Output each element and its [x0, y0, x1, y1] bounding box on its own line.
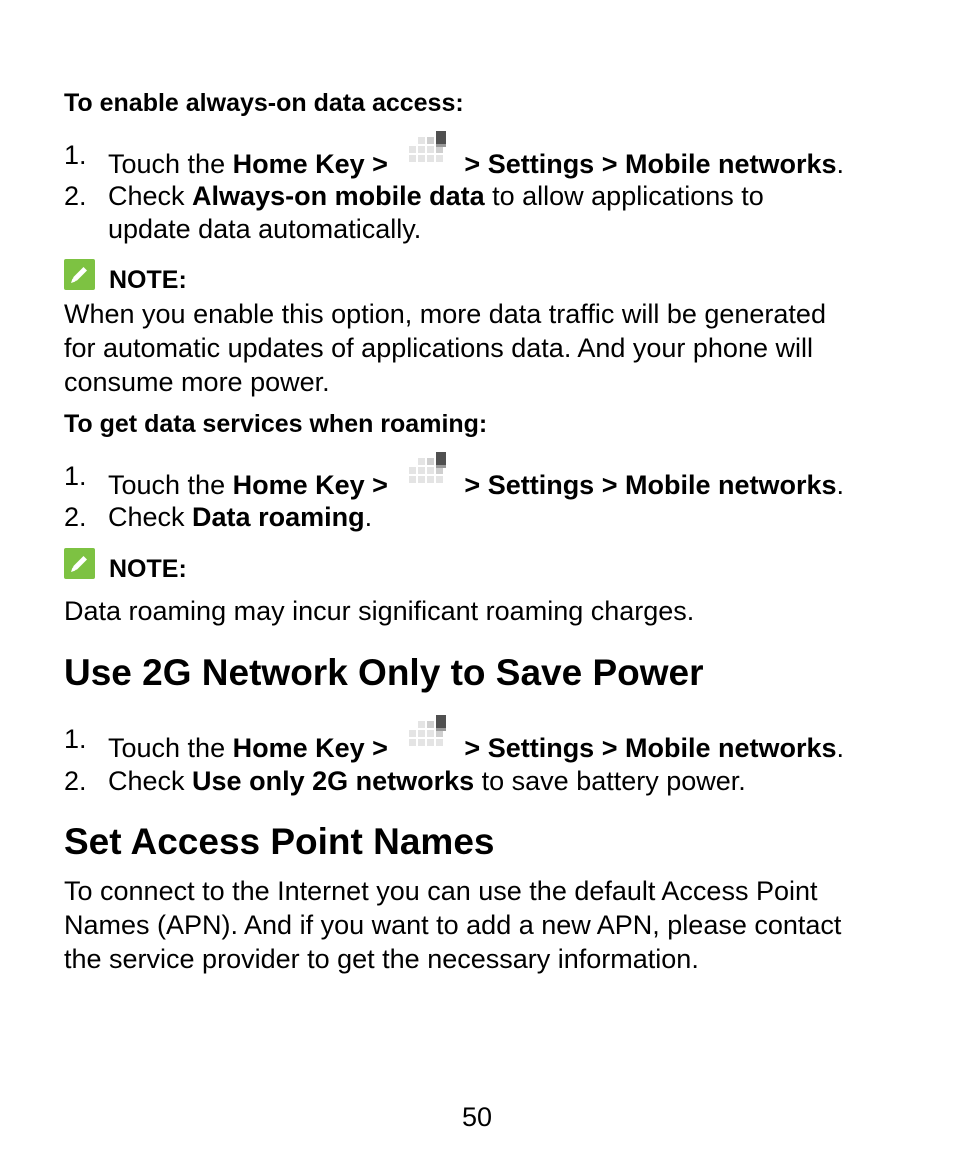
step-number: 2. — [64, 502, 87, 532]
apn-paragraph: To connect to the Internet you can use the default Access Point Names (APN). And if you want to add a new APN, please contact the service provider to get the necessary information. — [64, 876, 842, 974]
step-number: 2. — [64, 181, 87, 211]
step-text: Check Use only 2G networks to save battery power. — [108, 766, 746, 796]
always-on-note-text: When you enable this option, more data traffic will be generated for automatic updates of applications data. And your phone will consume more power. — [64, 299, 826, 397]
step-text: Check Always-on mobile data to allow applications to update data automatically. — [108, 181, 764, 244]
section-title-apn: Set Access Point Names — [64, 821, 495, 862]
pencil-note-icon — [64, 548, 95, 579]
roaming-note-text: Data roaming may incur significant roaming charges. — [64, 596, 695, 626]
note-label: NOTE: — [109, 266, 187, 294]
pencil-note-icon — [64, 259, 95, 290]
step-text: Touch the Home Key > > Settings > Mobile networks. — [108, 723, 844, 765]
always-on-heading: To enable always-on data access: — [64, 89, 464, 117]
apps-grid-icon — [409, 723, 447, 761]
step-number: 2. — [64, 766, 87, 796]
step-text: Check Data roaming. — [108, 502, 373, 532]
page-number: 50 — [461, 1102, 493, 1132]
apps-grid-icon — [409, 139, 447, 177]
step-number: 1. — [64, 724, 87, 754]
note-label: NOTE: — [109, 555, 187, 583]
step-text: Touch the Home Key > > Settings > Mobile networks. — [108, 139, 844, 181]
step-number: 1. — [64, 461, 87, 491]
step-number: 1. — [64, 140, 87, 170]
apps-grid-icon — [409, 460, 447, 498]
roaming-heading: To get data services when roaming: — [64, 410, 488, 438]
step-text: Touch the Home Key > > Settings > Mobile networks. — [108, 460, 844, 502]
section-title-2g: Use 2G Network Only to Save Power — [64, 652, 704, 693]
